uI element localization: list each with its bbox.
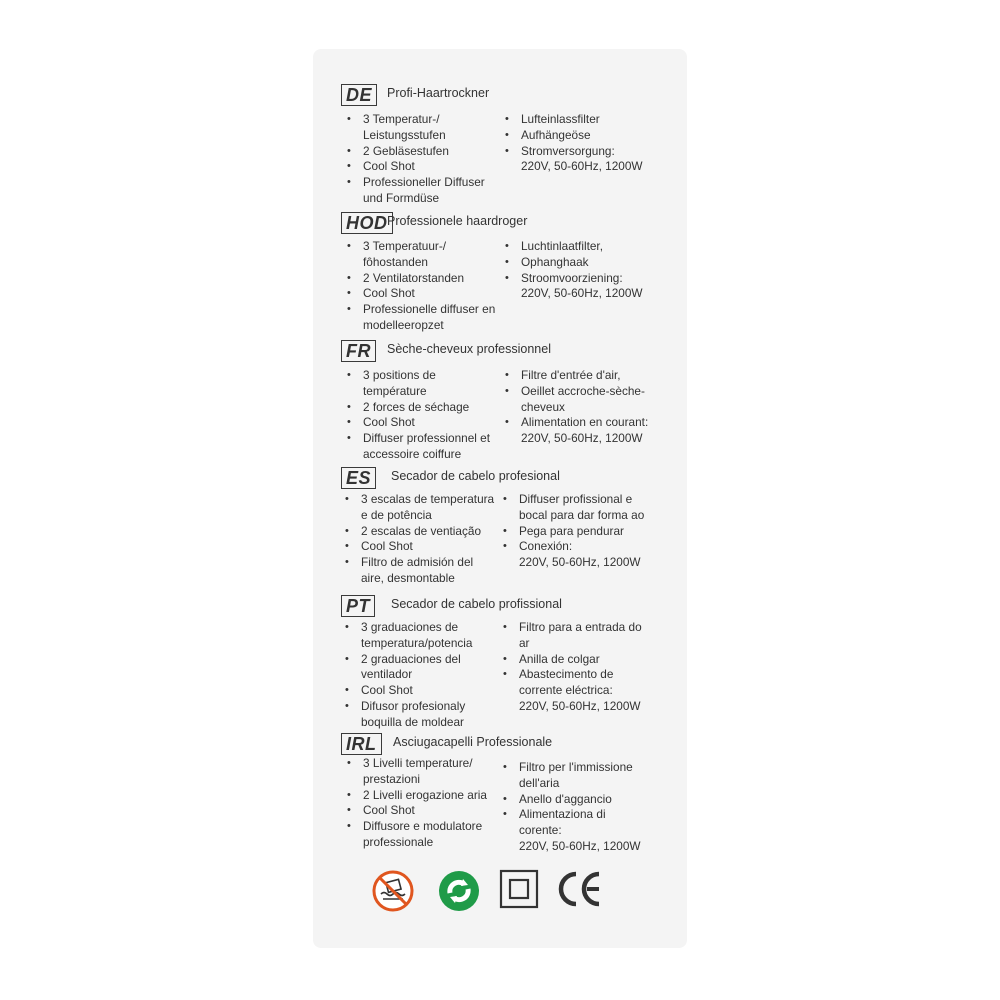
list-item: • Diffuser professionnel et accessoire coiffure [347,431,490,461]
power-rating: 220V, 50-60Hz, 1200W [521,431,643,446]
power-rating: 220V, 50-60Hz, 1200W [519,555,641,570]
feature-list-left [345,620,495,731]
list-item: • Anello d'aggancio [503,791,612,806]
ce-mark-icon [555,869,605,909]
no-water-bath-icon [371,869,415,913]
list-item: • 3 graduaciones de temperatura/potencia [345,620,473,650]
list-item: • Filtro per l'immissione dell'aria [503,760,633,790]
list-item: • Abastecimento de corrente eléctrica: [503,667,614,698]
list-item: • 2 Gebläsestufen [347,143,449,158]
list-item: • Alimentaziona di corente: [503,807,606,838]
language-code-badge: PT [341,595,375,617]
feature-list-right [503,760,681,855]
language-code-badge: HOD [341,212,393,234]
section-title: Asciugacapelli Professionale [393,735,553,749]
feature-list-left [347,368,497,463]
section-title: Sèche-cheveux professionnel [387,342,551,356]
list-item: • Stromversorgung: [505,143,615,158]
list-item: • Diffusore e modulatore professionale [347,819,483,849]
power-rating: 220V, 50-60Hz, 1200W [519,698,641,713]
feature-list-right [505,368,683,447]
section-title: Secador de cabelo profesional [391,469,560,483]
list-item: • Filtro para a entrada do ar [503,620,642,650]
list-item: • Ophanghaak [505,254,589,269]
language-code-badge: FR [341,340,376,362]
language-code-badge: ES [341,467,376,489]
feature-list-right [505,112,683,175]
section-title: Profi-Haartrockner [387,86,490,100]
power-rating: 220V, 50-60Hz, 1200W [519,838,641,853]
feature-list-right [503,620,681,715]
green-dot-recycle-icon [437,869,481,913]
feature-list-left [347,112,497,207]
feature-list-left [347,756,497,851]
instruction-card [313,49,687,948]
list-item: • Cool Shot [347,415,415,430]
list-item: • Cool Shot [347,803,415,818]
list-item: • 2 forces de séchage [347,399,470,414]
section-title: Secador de cabelo profissional [391,597,562,611]
list-item: • Anilla de colgar [503,651,600,666]
list-item: • 2 Ventilatorstanden [347,270,465,285]
list-item: • Professioneller Diffuser und Formdüse [347,175,485,205]
list-item: • 3 positions de température [347,368,436,398]
power-rating: 220V, 50-60Hz, 1200W [521,159,643,174]
language-code-badge: IRL [341,733,382,755]
list-item: • Lufteinlassfilter [505,112,600,126]
list-item: • 3 Livelli temperature/ prestazioni [347,756,473,786]
list-item: • 3 Temperatuur-/ fôhostanden [347,239,447,269]
list-item: • Luchtinlaatfilter, [505,239,603,253]
list-item: • Professionelle diffuser en modelleeropzet [347,302,496,332]
list-item: • Filtro de admisión del aire, desmontable [345,555,474,585]
section-title: Professionele haardroger [387,214,528,228]
feature-list-right [503,492,681,571]
list-item: • Cool Shot [347,159,415,174]
feature-list-right [505,239,683,302]
list-item: • 2 graduaciones del ventilador [345,651,461,682]
power-rating: 220V, 50-60Hz, 1200W [521,286,643,301]
list-item: • Alimentation en courant: [505,415,649,430]
list-item: • Aufhängeöse [505,127,591,142]
list-item: • Diffuser profissional e bocal para dar forma ao [503,492,645,522]
feature-list-left [345,492,495,587]
list-item: • 3 Temperatur-/ Leistungsstufen [347,112,446,142]
list-item: • 3 escalas de temperatura e de potência [345,492,495,522]
list-item: • Stroomvoorziening: [505,270,623,285]
double-insulation-icon [499,869,539,909]
list-item: • Filtre d'entrée d'air, [505,368,621,382]
list-item: • Cool Shot [345,539,413,554]
list-item: • Oeillet accroche-sèche- cheveux [505,383,645,414]
list-item: • Cool Shot [347,286,415,301]
list-item: • Pega para pendurar [503,523,624,538]
list-item: • Conexión: [503,539,573,554]
certification-icons [371,869,621,915]
list-item: • Cool Shot [345,683,413,698]
feature-list-left [347,239,497,334]
list-item: • Difusor profesionaly boquilla de moldear [345,698,466,729]
list-item: • 2 escalas de ventiação [345,523,482,538]
language-code-badge: DE [341,84,377,106]
list-item: • 2 Livelli erogazione aria [347,787,487,802]
